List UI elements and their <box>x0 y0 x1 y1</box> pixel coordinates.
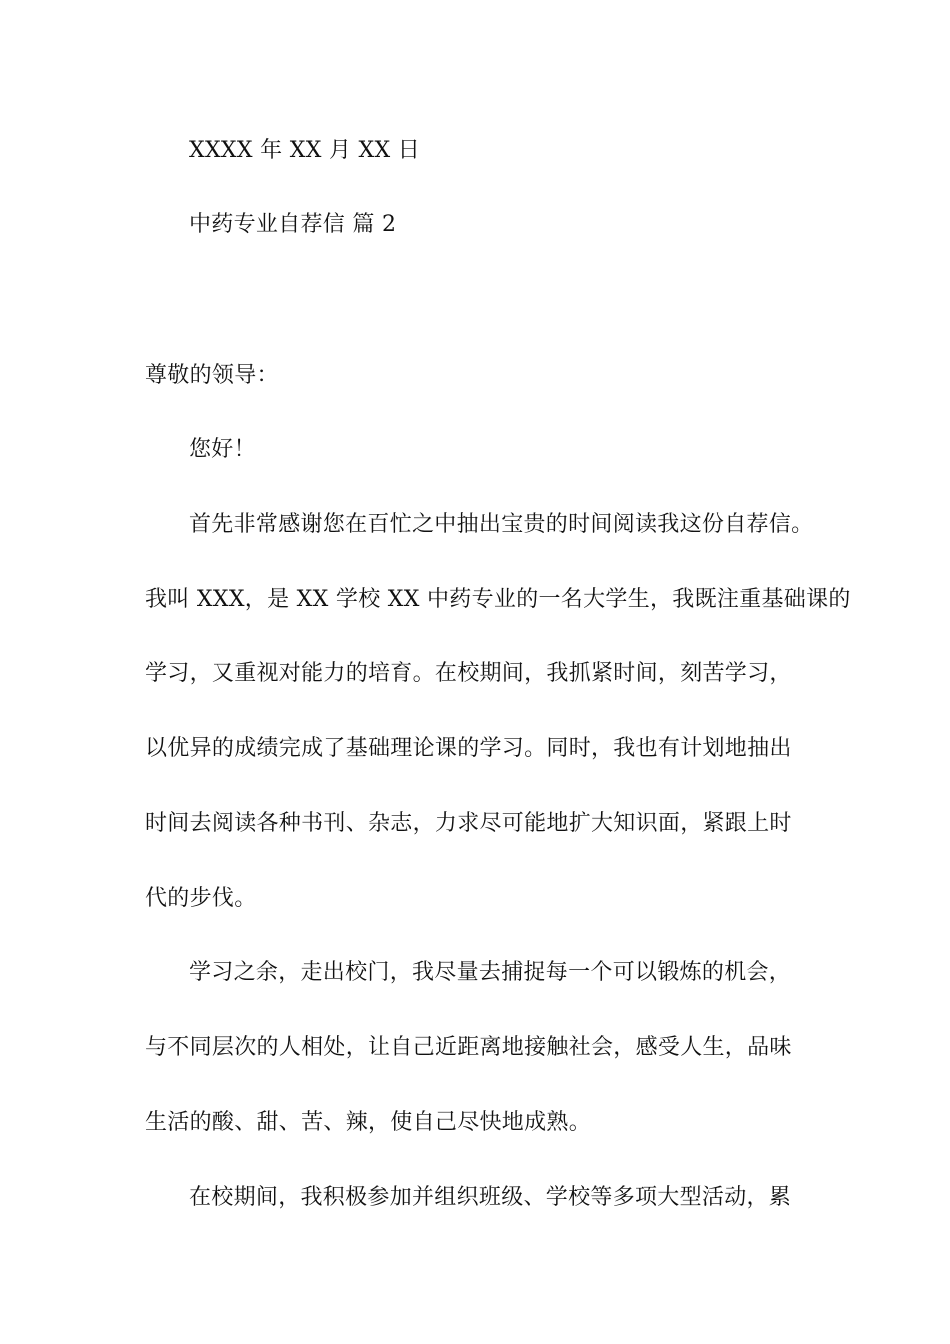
body-line: 以优异的成绩完成了基础理论课的学习。同时，我也有计划地抽出 <box>145 736 792 761</box>
letter-greeting: 您好！ <box>189 437 256 462</box>
letter-date: XXXX 年 XX 月 XX 日 <box>189 138 421 163</box>
body-line: 我叫 XXX，是 XX 学校 XX 中药专业的一名大学生，我既注重基础课的 <box>145 587 851 612</box>
body-line: 时间去阅读各种书刊、杂志，力求尽可能地扩大知识面，紧跟上时 <box>145 811 792 836</box>
body-line: 代的步伐。 <box>145 886 257 911</box>
body-line: 首先非常感谢您在百忙之中抽出宝贵的时间阅读我这份自荐信。 <box>189 512 814 537</box>
body-line: 学习之余，走出校门，我尽量去捕捉每一个可以锻炼的机会， <box>189 960 792 985</box>
body-line: 学习，又重视对能力的培育。在校期间，我抓紧时间，刻苦学习， <box>145 661 792 686</box>
body-line: 生活的酸、甜、苦、辣，使自己尽快地成熟。 <box>145 1110 592 1135</box>
letter-salutation: 尊敬的领导： <box>145 363 279 388</box>
letter-heading: 中药专业自荐信 篇 2 <box>189 212 397 237</box>
body-line: 与不同层次的人相处，让自己近距离地接触社会，感受人生，品味 <box>145 1035 792 1060</box>
body-line: 在校期间，我积极参加并组织班级、学校等多项大型活动，累 <box>189 1185 792 1210</box>
